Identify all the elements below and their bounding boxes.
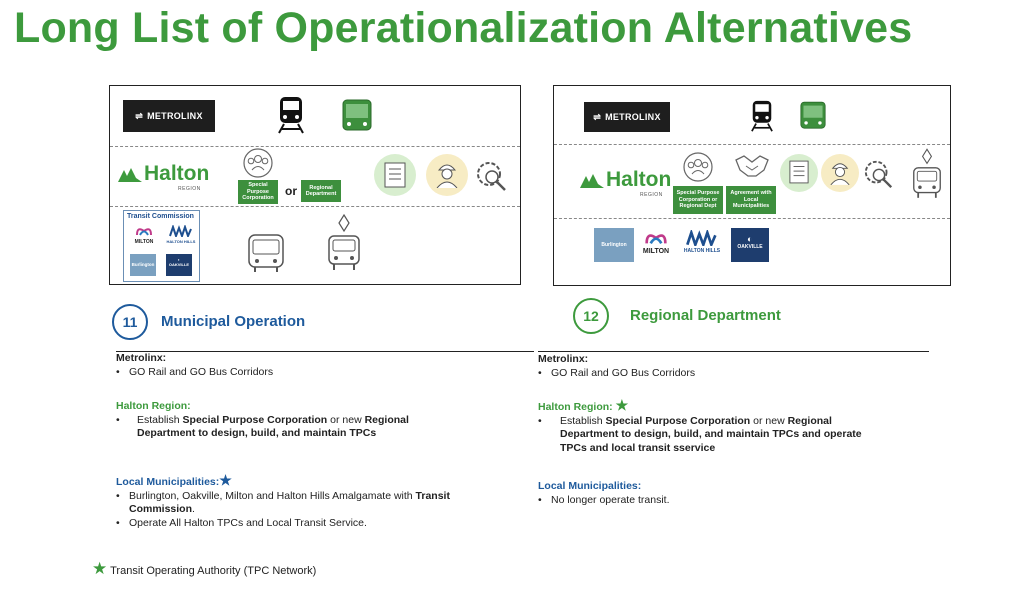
checklist-icon — [789, 160, 809, 184]
halton-wave-icon — [580, 172, 604, 190]
metrolinx-row — [110, 86, 520, 147]
legend-text: Transit Operating Authority (TPC Network) — [110, 565, 317, 577]
special-purpose-corporation-box: Special Purpose Corporation — [238, 180, 278, 204]
train-icon — [751, 100, 773, 132]
halton-hills-mark-icon — [686, 230, 718, 246]
milton-logo: MILTON — [640, 230, 672, 255]
option-name: Municipal Operation — [161, 313, 306, 330]
metrolinx-logo: ⇌ METROLINX — [123, 100, 215, 132]
halton-wave-icon — [118, 166, 142, 184]
transit-commission-title: Transit Commission — [127, 213, 194, 220]
star-icon: ★ — [615, 397, 629, 413]
option-number-badge: 12 — [573, 298, 609, 334]
halton-row — [554, 144, 950, 219]
regional-department-box: Regional Department — [301, 180, 341, 202]
oakville-logo: ◐ OAKVILLE — [731, 228, 769, 262]
local-section: Local Municipalities: • No longer operate transit. — [538, 480, 670, 506]
gear-search-icon — [863, 158, 895, 190]
oakville-logo: ◐ OAKVILLE — [166, 254, 192, 276]
handshake-icon — [734, 152, 770, 180]
divider — [538, 351, 929, 352]
list-item: • Burlington, Oakville, Milton and Halton Hills Amalgamate with Transit — [116, 489, 450, 502]
list-item: • Establish Special Purpose Corporation or new Regional — [116, 413, 409, 426]
milton-mark-icon — [135, 225, 153, 237]
list-item: • Establish Special Purpose Corporation or new Regional — [538, 414, 832, 427]
option-name: Regional Department — [630, 307, 781, 324]
halton-section: Halton Region: • Establish Special Purpose Corporation or new Regional Department to design, build, and maintain TPCs — [116, 400, 409, 439]
halton-logo: Halton REGION — [118, 164, 209, 184]
burlington-logo: Burlington — [594, 228, 634, 262]
bus-front-icon — [342, 99, 372, 133]
or-text: or — [285, 184, 297, 198]
option-11-diagram — [109, 85, 521, 285]
metrolinx-arrow-icon: ⇌ — [593, 111, 602, 122]
municipal-row — [554, 218, 950, 285]
halton-hills-mark-icon — [169, 225, 193, 237]
oakville-circle-icon: ◐ — [747, 234, 753, 244]
bus-diamond-icon — [327, 214, 361, 272]
metrolinx-section: Metrolinx: • GO Rail and GO Bus Corridors — [116, 352, 274, 378]
page-title: Long List of Operationalization Alternatives — [14, 4, 913, 52]
train-icon — [278, 96, 304, 134]
option-number-badge: 11 — [112, 304, 148, 340]
milton-logo: MILTON — [132, 225, 156, 245]
bus-diamond-icon — [912, 148, 942, 200]
people-group-icon — [683, 152, 713, 182]
halton-row — [110, 146, 520, 207]
metrolinx-row — [554, 86, 950, 145]
special-purpose-corporation-box: Special Purpose Corporation or Regional Dept — [673, 186, 723, 214]
legend — [92, 559, 317, 579]
list-item: • No longer operate transit. — [538, 493, 670, 506]
option-12-diagram — [553, 85, 951, 286]
halton-hills-logo: HALTON HILLS — [166, 225, 196, 244]
metrolinx-section: Metrolinx: • GO Rail and GO Bus Corridors — [538, 353, 696, 379]
gear-search-icon — [475, 160, 509, 192]
transit-commission-box — [123, 210, 200, 282]
star-icon: ★ — [219, 472, 232, 488]
list-item: • Operate All Halton TPCs and Local Transit Service. — [116, 516, 367, 529]
worker-icon — [435, 160, 459, 188]
agreement-box: Agreement with Local Municipalities — [726, 186, 776, 214]
list-item: • GO Rail and GO Bus Corridors — [116, 365, 274, 378]
halton-logo: Halton REGION — [580, 170, 671, 190]
metrolinx-arrow-icon: ⇌ — [135, 110, 144, 121]
checklist-icon — [384, 162, 406, 188]
oakville-circle-icon: ◐ — [177, 257, 181, 262]
milton-mark-icon — [644, 230, 668, 246]
municipal-row — [110, 206, 520, 284]
bus-front-icon — [800, 101, 826, 131]
halton-section: Halton Region: ★ • Establish Special Purpose Corporation or new Regional Department to design, build, and maintain TPCs and operate TPCs and local transit sservice — [538, 397, 862, 454]
people-group-icon — [243, 148, 273, 178]
burlington-logo: Burlington — [130, 254, 156, 276]
worker-icon — [829, 159, 851, 185]
bus-outline-icon — [247, 233, 285, 273]
star-icon: ★ — [92, 559, 108, 578]
halton-hills-logo: HALTON HILLS — [680, 230, 724, 254]
metrolinx-logo: ⇌ METROLINX — [584, 102, 670, 132]
list-item: • GO Rail and GO Bus Corridors — [538, 366, 696, 379]
local-section: Local Municipalities:★ • Burlington, Oakville, Milton and Halton Hills Amalgamate with Transit Commission. • Operate All Halton TPCs and Local Transit Service. — [116, 472, 450, 529]
